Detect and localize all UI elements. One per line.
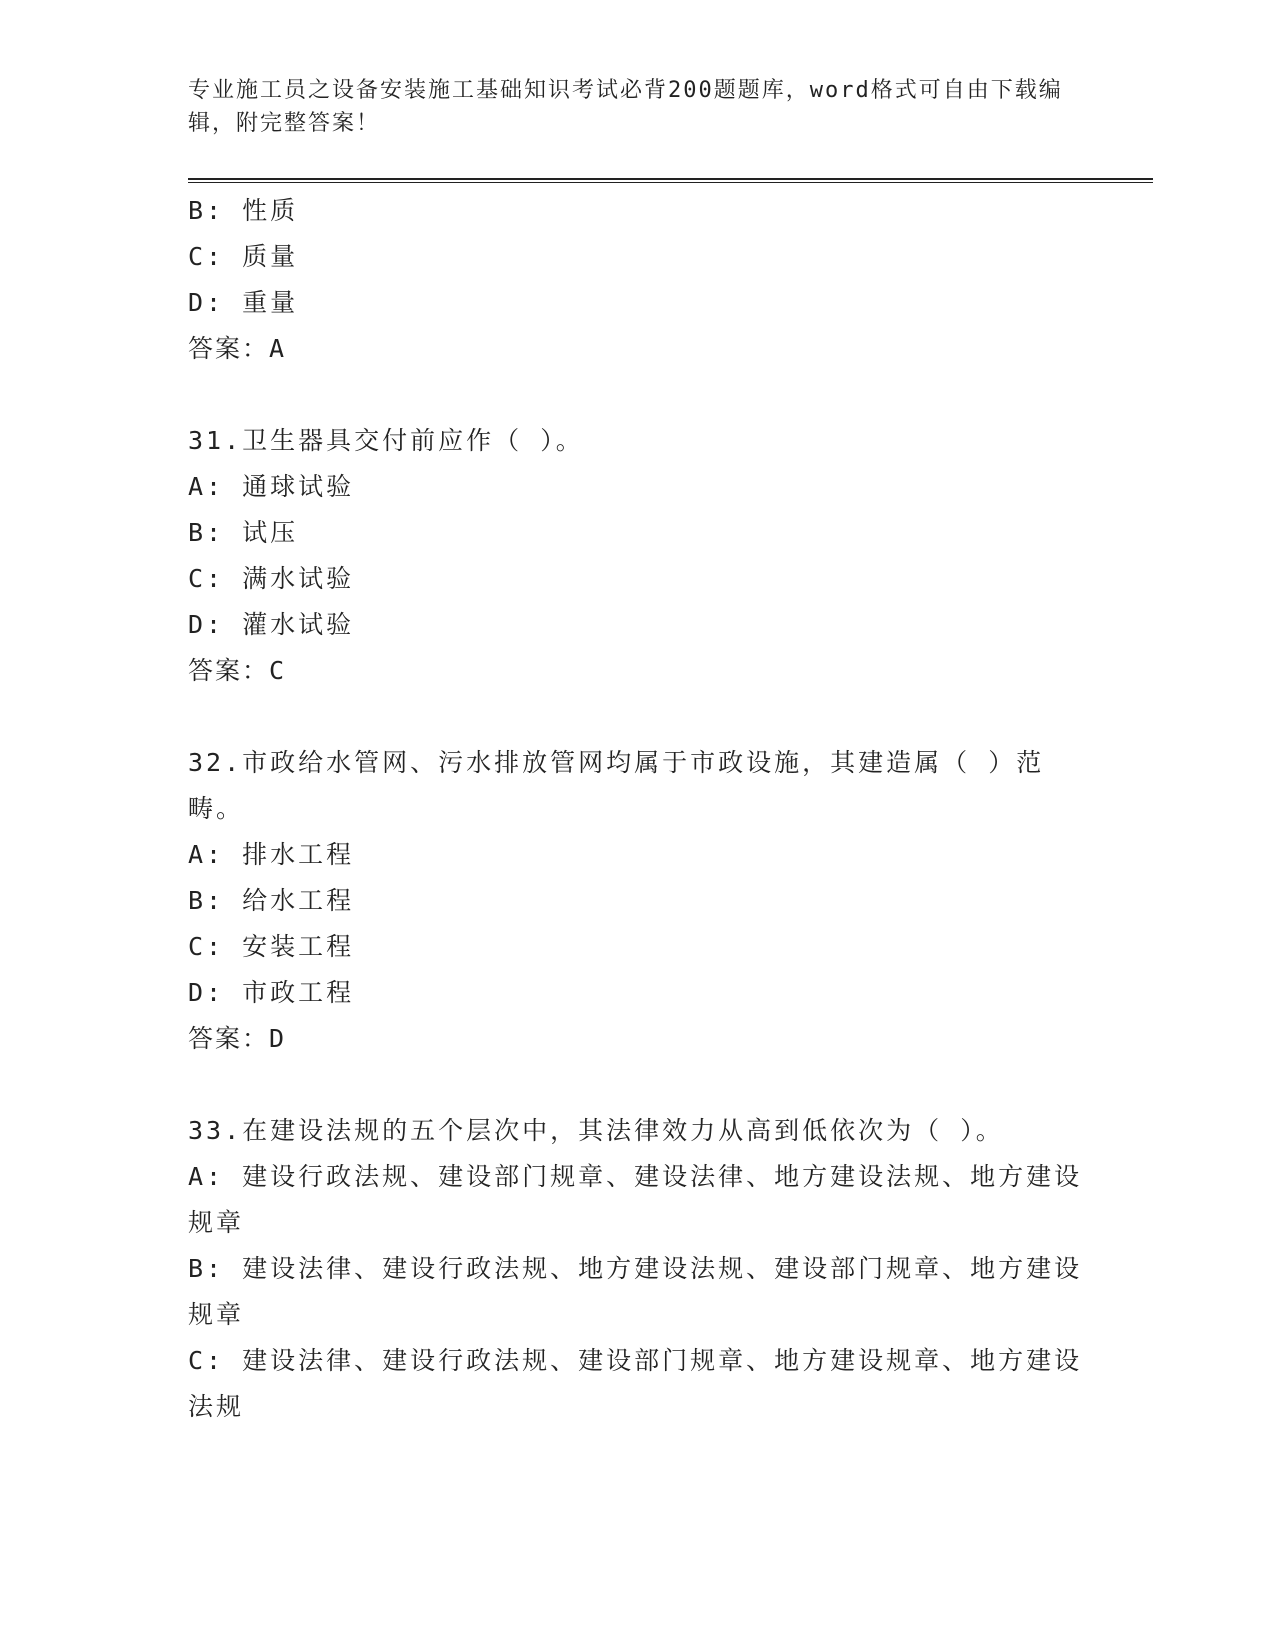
- option-line: B: 给水工程: [188, 886, 355, 915]
- answer-line: [188, 326, 1088, 372]
- option-line: D: 市政工程: [188, 978, 355, 1007]
- answer-line: [188, 648, 1088, 694]
- answer-line: [188, 1016, 1088, 1062]
- question-block-32: [188, 740, 1088, 1062]
- option-line: C: 建设法律、建设行政法规、建设部门规章、地方建设规章、地方建设法规: [188, 1346, 1083, 1421]
- option-line: D: 灌水试验: [188, 610, 355, 639]
- question-block-30: [188, 188, 1088, 372]
- answer-value: A: [269, 334, 287, 363]
- option-line: C: 满水试验: [188, 564, 355, 593]
- answer-value: C: [269, 656, 287, 685]
- option-line: B: 试压: [188, 518, 299, 547]
- option-line: C: 安装工程: [188, 932, 355, 961]
- question-content: [188, 188, 1088, 1430]
- question-block-31: [188, 418, 1088, 694]
- question-text: 31.卫生器具交付前应作（ ）。: [188, 426, 584, 455]
- question-text: 33.在建设法规的五个层次中，其法律效力从高到低依次为（ ）。: [188, 1116, 1004, 1145]
- option-line: A: 建设行政法规、建设部门规章、建设法律、地方建设法规、地方建设规章: [188, 1162, 1083, 1237]
- answer-value: D: [269, 1024, 287, 1053]
- option-line: A: 通球试验: [188, 472, 355, 501]
- option-line: C: 质量: [188, 242, 299, 271]
- document-header: 专业施工员之设备安装施工基础知识考试必背200题题库，word格式可自由下载编辑，附完整答案！: [188, 78, 1063, 136]
- answer-label: 答案：: [188, 656, 270, 685]
- option-line: B: 性质: [188, 196, 299, 225]
- header-rule: [188, 178, 1153, 183]
- answer-label: 答案：: [188, 334, 270, 363]
- question-block-33: [188, 1108, 1088, 1430]
- option-line: B: 建设法律、建设行政法规、地方建设法规、建设部门规章、地方建设规章: [188, 1254, 1083, 1329]
- answer-label: 答案：: [188, 1024, 270, 1053]
- option-line: D: 重量: [188, 288, 299, 317]
- option-line: A: 排水工程: [188, 840, 355, 869]
- question-text: 32.市政给水管网、污水排放管网均属于市政设施，其建造属（ ）范畴。: [188, 748, 1045, 823]
